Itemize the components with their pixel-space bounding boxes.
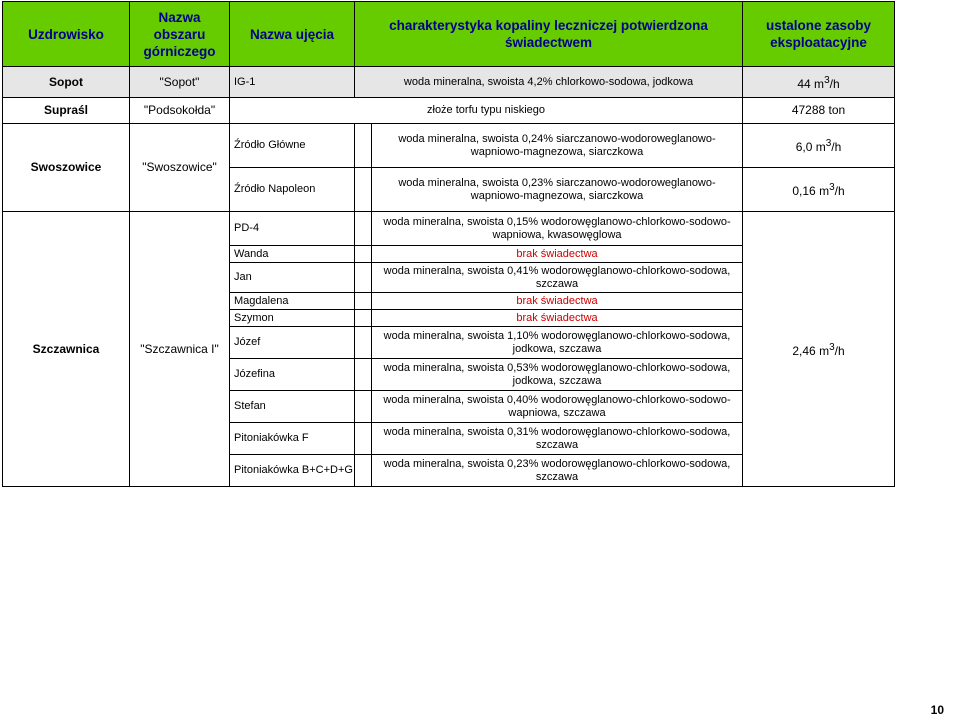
intake-name: Wanda <box>230 246 355 263</box>
intake-name: Szymon <box>230 310 355 327</box>
header-intake: Nazwa ujęcia <box>230 2 355 67</box>
mineral-description: woda mineralna, swoista 0,40% wodorowęglanowo-chlorkowo-sodowo-wapniowa, szczawa <box>372 391 743 423</box>
page-number: 10 <box>930 703 944 717</box>
intake-name: Magdalena <box>230 293 355 310</box>
resource-unit: /h <box>834 184 845 198</box>
resort-name: Supraśl <box>3 98 130 124</box>
resource-value <box>743 168 895 212</box>
header-characteristics: charakterystyka kopaliny leczniczej potwierdzona świadectwem <box>355 2 743 67</box>
mineral-description: woda mineralna, swoista 0,31% wodorowęglanowo-chlorkowo-sodowa, szczawa <box>372 423 743 455</box>
mineral-description: woda mineralna, swoista 0,53% wodorowęglanowo-chlorkowo-sodowa, jodkowa, szczawa <box>372 359 743 391</box>
resource-unit: /h <box>834 343 845 358</box>
resource-value <box>743 212 895 487</box>
intake-name: PD-4 <box>230 212 355 246</box>
deposits-table <box>2 1 895 487</box>
resource-number: 44 m <box>797 76 825 91</box>
intake-name: IG-1 <box>230 67 355 98</box>
intake-name: Jan <box>230 263 355 293</box>
resort-name: Sopot <box>3 67 130 98</box>
resource-exponent: 3 <box>824 74 830 86</box>
mineral-description: woda mineralna, swoista 0,23% wodorowęglanowo-chlorkowo-sodowa, szczawa <box>372 455 743 487</box>
intake-name: Józefina <box>230 359 355 391</box>
table-row-swoszowice-1 <box>3 124 895 168</box>
resource-number: 6,0 m <box>795 140 826 154</box>
header-mining-area: Nazwa obszaru górniczego <box>130 2 230 67</box>
resort-name: Szczawnica <box>3 212 130 487</box>
mineral-description: woda mineralna, swoista 4,2% chlorkowo-sodowa, jodkowa <box>355 67 743 98</box>
header-resources: ustalone zasoby eksploatacyjne <box>743 2 895 67</box>
resource-value <box>743 67 895 98</box>
mining-area-name: "Sopot" <box>130 67 230 98</box>
resource-number: 2,46 m <box>792 343 830 358</box>
intake-name: Stefan <box>230 391 355 423</box>
resource-exponent: 3 <box>825 138 832 149</box>
mining-area-name: "Swoszowice" <box>130 124 230 212</box>
mining-area-name: "Szczawnica I" <box>130 212 230 487</box>
intake-name: Źródło Napoleon <box>230 168 355 212</box>
mineral-description: woda mineralna, swoista 0,15% wodorowęglanowo-chlorkowo-sodowo-wapniowa, kwasowęglowa <box>372 212 743 246</box>
table-row-sopot <box>3 67 895 98</box>
mineral-description: woda mineralna, swoista 0,23% siarczanowo-wodoroweglanowo-wapniowo-magnezowa, siarczkowa <box>372 168 743 212</box>
mineral-description: woda mineralna, swoista 0,41% wodorowęglanowo-chlorkowo-sodowa, szczawa <box>372 263 743 293</box>
resource-value: 47288 ton <box>743 98 895 124</box>
intake-name: Józef <box>230 327 355 359</box>
resource-unit: /h <box>829 76 840 91</box>
mineral-description: brak świadectwa <box>372 293 743 310</box>
table-row-szczawnica-1 <box>3 212 895 246</box>
intake-name: Źródło Główne <box>230 124 355 168</box>
resource-value <box>743 124 895 168</box>
header-row <box>3 2 895 67</box>
intake-name: Pitoniakówka F <box>230 423 355 455</box>
resource-unit: /h <box>831 140 842 154</box>
mineral-description: woda mineralna, swoista 1,10% wodorowęglanowo-chlorkowo-sodowa, jodkowa, szczawa <box>372 327 743 359</box>
table-row-suprasl <box>3 98 895 124</box>
mineral-description: złoże torfu typu niskiego <box>230 98 743 124</box>
mineral-description: brak świadectwa <box>372 246 743 263</box>
resource-number: 0,16 m <box>792 184 830 198</box>
header-resort: Uzdrowisko <box>3 2 130 67</box>
resource-exponent: 3 <box>829 182 835 193</box>
mineral-description: woda mineralna, swoista 0,24% siarczanowo-wodoroweglanowo-wapniowo-magnezowa, siarczkowa <box>372 124 743 168</box>
resort-name: Swoszowice <box>3 124 130 212</box>
resource-exponent: 3 <box>829 341 835 353</box>
mineral-description: brak świadectwa <box>372 310 743 327</box>
mining-area-name: "Podsokołda" <box>130 98 230 124</box>
intake-name: Pitoniakówka B+C+D+G <box>230 455 355 487</box>
